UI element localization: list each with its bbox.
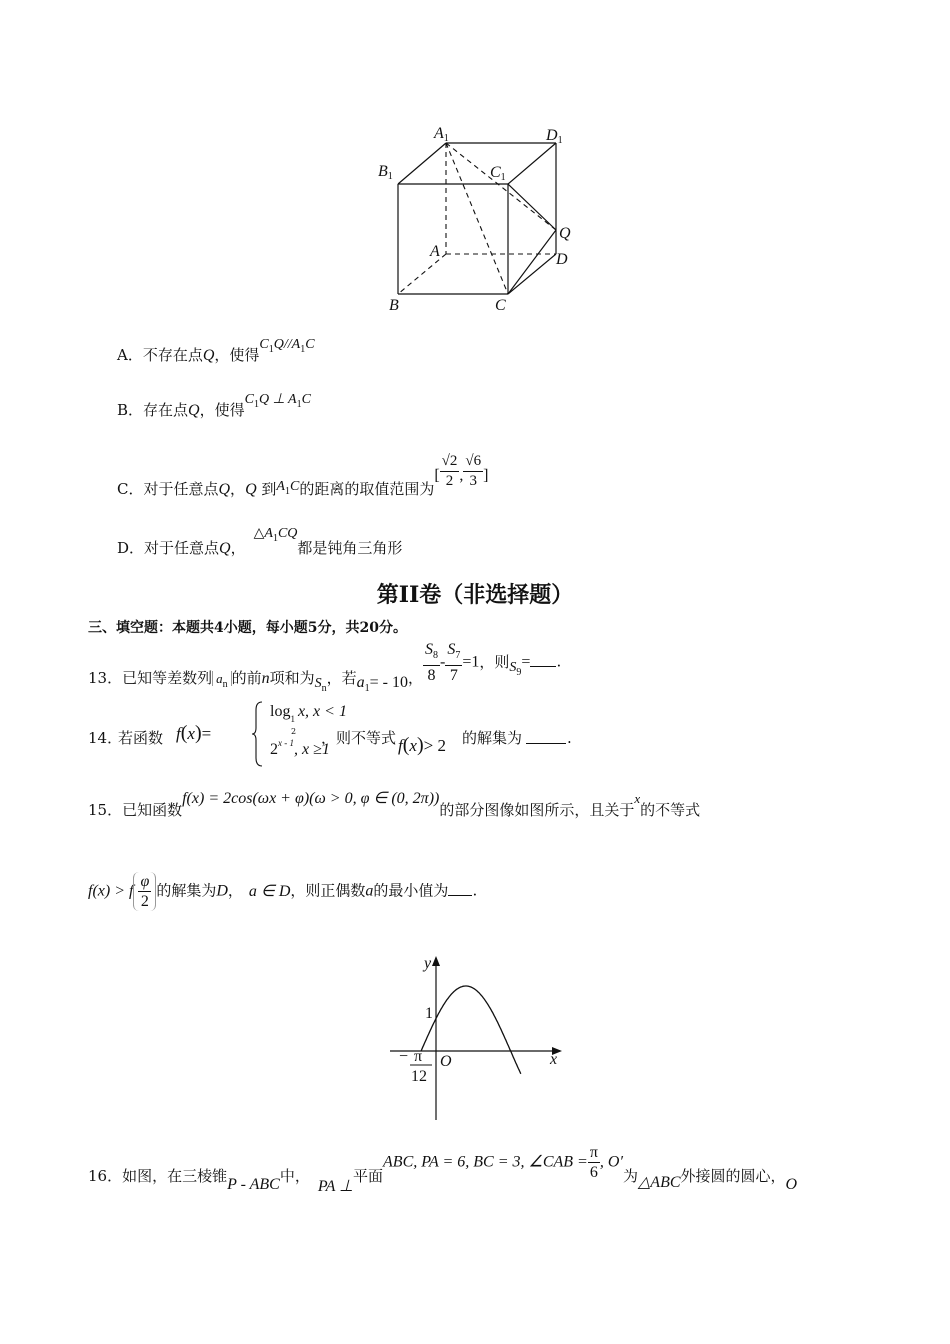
label-q: Q [559, 225, 571, 242]
edge-c1-d1 [508, 143, 556, 184]
edge-c1-q [508, 184, 556, 230]
option-a: A．不存在点Q，使得$C_1Q//A_1C$ [117, 337, 315, 364]
edge-c-d [508, 254, 556, 294]
label-d1: D1 [546, 127, 563, 146]
label-a1: A1 [434, 125, 449, 144]
piecewise-brace [252, 700, 264, 768]
section-heading: 三、填空题：本题共4小题，每小题5分，共20分。 [88, 620, 407, 636]
option-b: B．存在点Q，使得$C_1Q$ ⊥ $A_1C$ [117, 392, 311, 419]
cube-figure [370, 120, 590, 320]
option-d: D．对于任意点Q，$\triangle A_1CQ$都是钝角三角形 [117, 526, 403, 557]
question-13: 13．已知等差数列 $a_n$ 的前n项和为$S_n$，若$a_1= - 10$， $\frac{S_8}{8}$ - $\frac{S_7}{7}$ =1，则$S_9=$ . [88, 641, 562, 694]
origin-label: O [440, 1053, 452, 1070]
question-16: 16．如图，在三棱锥P - ABC中，PA ⊥平面ABC, PA = 6, BC = 3, ∠CAB = $\frac{\pi}{6}$ , O′为△ABC外接圆的圆心，O [88, 1144, 798, 1195]
label-c: C [495, 297, 506, 314]
question-15: 15．已知函数f(x) = 2cos(ωx + φ)(ω > 0, φ ∈ (0, 2π))的部分图像如图所示，且关于x的不等式 [88, 790, 701, 819]
line-a1-q [446, 143, 556, 230]
option-c: C．对于任意点Q，Q 到$A_1C$的距离的取值范围为[ $\frac{√2}{2}$ , $\frac{√6}{3}$ ] [117, 453, 489, 498]
section-title: 第II卷（非选择题） [376, 582, 574, 608]
tick-minus-sign: − [399, 1048, 409, 1065]
tick-label-pi: π [414, 1048, 423, 1065]
edge-c-q [508, 230, 556, 294]
y-axis-arrow [432, 956, 440, 966]
edge-b1-a1 [398, 143, 446, 184]
label-b1: B1 [378, 163, 393, 182]
y-axis-label: y [424, 955, 432, 972]
label-d: D [556, 251, 568, 268]
label-a: A [430, 243, 440, 260]
cosine-graph [380, 950, 570, 1130]
question-15-line2: f(x) > f $\frac{\varphi}{2}$ 的解集为D， a ∈ D，则正偶数a的最小值为 . [88, 873, 478, 910]
label-b: B [389, 297, 399, 314]
answer-blank-13 [530, 666, 556, 667]
answer-blank-15 [448, 881, 472, 896]
hidden-edge-a-b [398, 254, 446, 294]
answer-blank-14 [526, 729, 566, 744]
tick-label-one: 1 [425, 1005, 433, 1022]
x-axis-label: x [550, 1051, 558, 1068]
tick-label-twelve: 12 [411, 1068, 427, 1085]
label-c1: C1 [490, 164, 506, 183]
